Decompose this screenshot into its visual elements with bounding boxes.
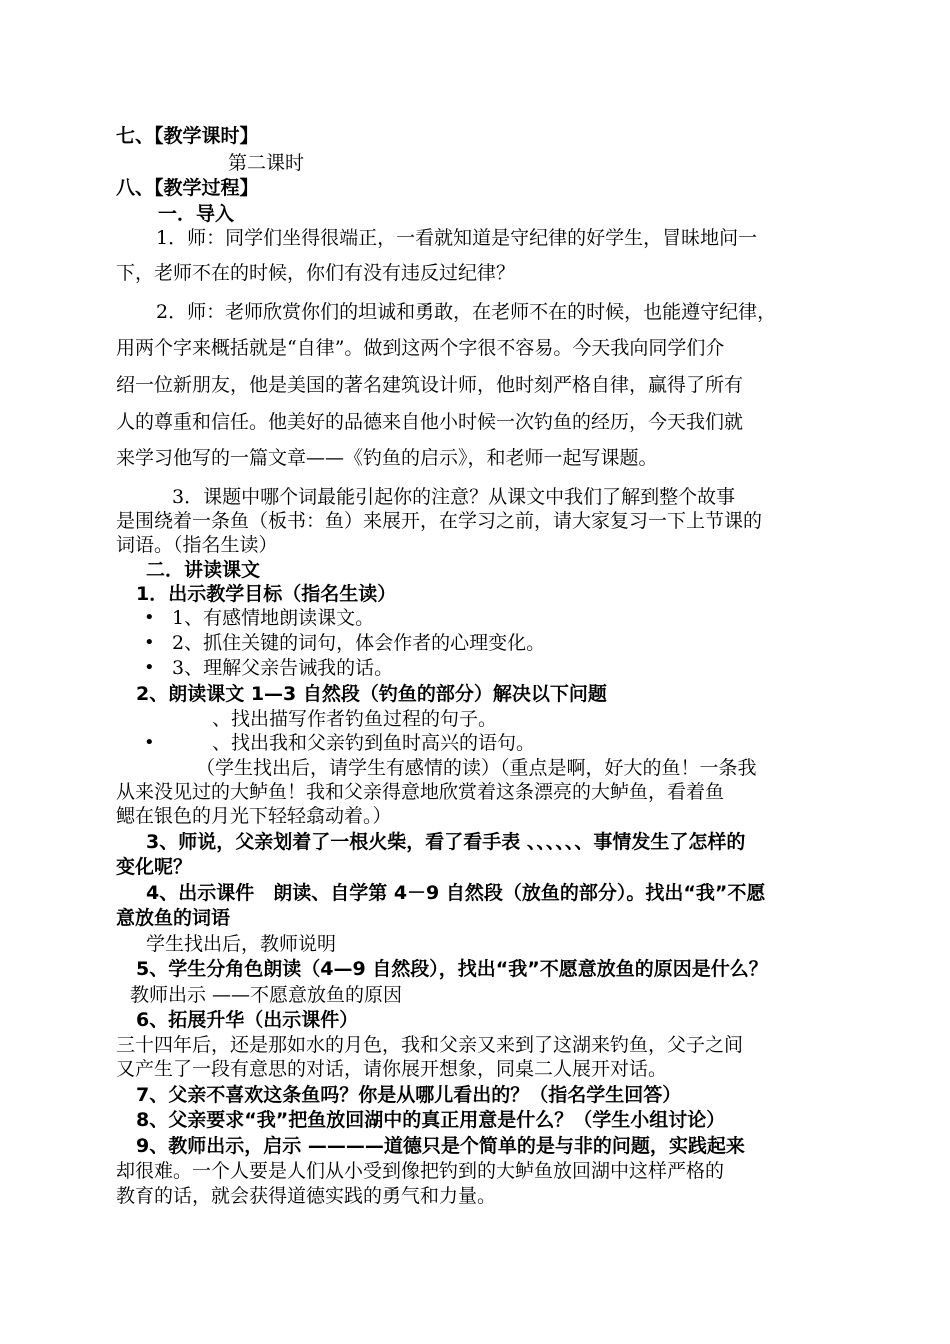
step-1-heading: 1．出示教学目标（指名生读） [136, 583, 397, 605]
step-9-line-3: 教育的话，就会获得道德实践的勇气和力量。 [116, 1185, 497, 1207]
step-9-line-1: 9、教师出示，启示 ————道德只是个简单的是与非的问题，实践起来 [136, 1135, 745, 1157]
goal-1: 1、有感情地朗读课文。 [172, 607, 375, 629]
reading-note-line-1: （学生找出后，请学生有感情的读）（重点是啊，好大的鱼！一条我 [196, 757, 757, 779]
paragraph-3-line-3: 词语。（指名生读） [116, 534, 278, 556]
step-2-heading: 2、朗读课文 1—3 自然段（钓鱼的部分）解决以下问题 [136, 683, 607, 705]
paragraph-2-line-1: 2．师：老师欣赏你们的坦诚和勇敢，在老师不在的时候，也能遵守纪律， [156, 301, 777, 323]
bullet-icon: • [144, 632, 155, 653]
paragraph-3-line-2: 是围绕着一条鱼（板书：鱼）来展开，在学习之前，请大家复习一下上节课的 [116, 510, 763, 532]
goal-2: 2、抓住关键的词句，体会作者的心理变化。 [172, 632, 546, 654]
lesson-period: 第二课时 [228, 152, 305, 174]
step-6-heading: 6、拓展升华（出示课件） [136, 1009, 359, 1031]
reading-note-line-3: 鳃在银色的月光下轻轻翕动着。） [116, 805, 392, 827]
bullet-icon: • [144, 607, 155, 628]
step-7-heading: 7、父亲不喜欢这条鱼吗？你是从哪儿看出的？（指名学生回答） [136, 1084, 682, 1106]
paragraph-1-line-1: 1．师：同学们坐得很端正，一看就知道是守纪律的好学生，冒昧地问一 [156, 227, 758, 249]
paragraph-2-line-2: 用两个字来概括就是“自律”。做到这两个字很不容易。今天我向同学们介 [116, 337, 725, 359]
step-5-note: 教师出示 ——不愿意放鱼的原因 [130, 984, 403, 1006]
step-6-line-1: 三十四年后，还是那如水的月色，我和父亲又来到了这湖来钓鱼，父子之间 [116, 1034, 744, 1056]
bullet-icon: • [144, 657, 155, 678]
step-5-heading: 5、学生分角色朗读（4—9 自然段），找出“我”不愿意放鱼的原因是什么？ [136, 958, 768, 980]
step-9-line-2: 却很难。一个人要是人们从小受到像把钓到的大鲈鱼放回湖中这样严格的 [116, 1160, 725, 1182]
paragraph-3-line-1: 3．课题中哪个词最能引起你的注意？从课文中我们了解到整个故事 [172, 486, 736, 508]
step-6-line-2: 又产生了一段有意思的对话，请你展开想象，同桌二人展开对话。 [116, 1058, 668, 1080]
subheading-intro: 一．导入 [158, 203, 235, 225]
paragraph-2-line-5: 来学习他写的一篇文章——《钓鱼的启示》，和老师一起写课题。 [116, 447, 658, 469]
question-1: 、找出描写作者钓鱼过程的句子。 [212, 708, 498, 730]
paragraph-2-line-4: 人的尊重和信任。他美好的品德来自他小时候一次钓鱼的经历，今天我们就 [116, 411, 744, 433]
bullet-icon: • [144, 732, 155, 753]
paragraph-2-line-3: 绍一位新朋友，他是美国的著名建筑设计师，他时刻严格自律，赢得了所有 [116, 374, 744, 396]
step-4-line-2: 意放鱼的词语 [116, 907, 231, 929]
step-4-note: 学生找出后，教师说明 [146, 933, 337, 955]
section-8-heading: 八、【教学过程】 [116, 177, 259, 199]
step-3-line-1: 3、师说，父亲划着了一根火柴，看了看手表 、、、、、、事情发生了怎样的 [146, 831, 746, 853]
step-4-line-1: 4、出示课件 朗读、自学第 4－9 自然段（放鱼的部分）。找出“我”不愿 [146, 882, 766, 904]
step-3-line-2: 变化呢？ [116, 856, 193, 878]
section-7-heading: 七、【教学课时】 [116, 125, 259, 147]
step-8-heading: 8、父亲要求“我”把鱼放回湖中的真正用意是什么？（学生小组讨论） [136, 1109, 726, 1131]
question-2: 、找出我和父亲钓到鱼时高兴的语句。 [212, 732, 536, 754]
reading-note-line-2: 从来没见过的大鲈鱼！我和父亲得意地欣赏着这条漂亮的大鲈鱼，看着鱼 [116, 781, 725, 803]
subheading-reading: 二．讲读课文 [146, 559, 261, 581]
goal-3: 3、理解父亲告诫我的话。 [172, 657, 394, 679]
paragraph-1-line-2: 下，老师不在的时候，你们有没有违反过纪律？ [116, 262, 516, 284]
